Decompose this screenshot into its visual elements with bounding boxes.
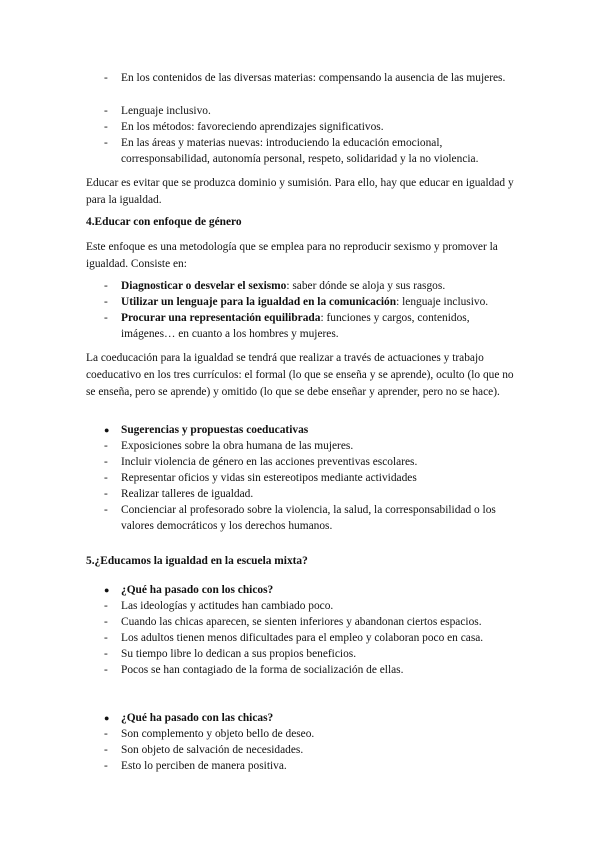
list-item-text: Exposiciones sobre la obra humana de las mujeres. <box>121 440 354 452</box>
list-item-bold: Diagnosticar o desvelar el sexismo <box>121 280 287 292</box>
list-item-rest: : funciones y cargos, contenidos, imágenes… en cuanto a los hombres y mujeres. <box>121 312 470 340</box>
dash-marker: - <box>104 632 108 644</box>
bullet-dot: ● <box>104 425 110 435</box>
bullet-dot: ● <box>104 713 110 723</box>
list-item <box>104 502 524 534</box>
dash-marker: - <box>104 600 108 612</box>
list-item <box>104 135 524 167</box>
bullet-heading-text: ¿Qué ha pasado con las chicas? <box>121 712 274 724</box>
list-item <box>104 438 524 454</box>
dash-marker: - <box>104 760 108 772</box>
list-item <box>104 726 524 742</box>
list-item <box>104 454 524 470</box>
list-item <box>104 614 524 630</box>
list-item <box>104 70 524 86</box>
list-item <box>104 646 524 662</box>
list-item-bold: Procurar una representación equilibrada <box>121 312 321 324</box>
dash-marker: - <box>104 137 108 149</box>
list-item-text: Pocos se han contagiado de la forma de socialización de ellas. <box>121 664 404 676</box>
list-item <box>104 598 524 614</box>
list-item <box>104 103 524 119</box>
list-item-text: En los contenidos de las diversas materias: compensando la ausencia de las mujeres. <box>121 72 506 84</box>
list-item-text: En las áreas y materias nuevas: introduciendo la educación emocional, corresponsabilidad, autonomía personal, respeto, solidaridad y la no violencia. <box>121 137 479 165</box>
list-item-text: Realizar talleres de igualdad. <box>121 488 254 500</box>
dash-marker: - <box>104 312 108 324</box>
dash-marker: - <box>104 648 108 660</box>
dash-marker: - <box>104 72 108 84</box>
dash-marker: - <box>104 616 108 628</box>
list-item-text: Cuando las chicas aparecen, se sienten inferiores y abandonan ciertos espacios. <box>121 616 482 628</box>
bullet-heading <box>104 710 524 726</box>
list-item-text: Son objeto de salvación de necesidades. <box>121 744 304 756</box>
list-item <box>104 662 524 678</box>
dash-marker: - <box>104 488 108 500</box>
bullet-heading-text: Sugerencias y propuestas coeducativas <box>121 424 309 436</box>
list-item-rest: : saber dónde se aloja y sus rasgos. <box>286 280 446 292</box>
dash-marker: - <box>104 105 108 117</box>
dash-marker: - <box>104 456 108 468</box>
paragraph-educar: Educar es evitar que se produzca dominio y sumisión. Para ello, hay que educar en igualdad y para la igualdad. <box>86 177 514 206</box>
list-item <box>104 278 524 294</box>
dash-marker: - <box>104 121 108 133</box>
list-item-text <box>121 310 524 342</box>
list-item <box>104 742 524 758</box>
paragraph-coeducacion: La coeducación para la igualdad se tendrá que realizar a través de actuaciones y trabajo coeducativo en los tres currículos: el formal (lo que se enseña y se aprende), oculto (lo que no se enseña, pero se aprende) y omitido (lo que se debe enseñar y aprender, pero no se hace). <box>86 352 514 398</box>
list-item-text: Representar oficios y vidas sin estereotipos mediante actividades <box>121 472 417 484</box>
heading-section-5: 5.¿Educamos la igualdad en la escuela mixta? <box>86 555 308 567</box>
list-item <box>104 486 524 502</box>
dash-marker: - <box>104 280 108 292</box>
dash-marker: - <box>104 664 108 676</box>
dash-marker: - <box>104 504 108 516</box>
list-item-text: En los métodos: favoreciendo aprendizajes significativos. <box>121 121 384 133</box>
dash-marker: - <box>104 472 108 484</box>
list-item <box>104 294 524 310</box>
bullet-heading-text: ¿Qué ha pasado con los chicos? <box>121 584 274 596</box>
list-item-text: Son complemento y objeto bello de deseo. <box>121 728 315 740</box>
list-item-text: Incluir violencia de género en las acciones preventivas escolares. <box>121 456 418 468</box>
list-item-text: Concienciar al profesorado sobre la violencia, la salud, la corresponsabilidad o los valores democráticos y los derechos humanos. <box>121 504 496 532</box>
list-item-text <box>121 278 524 294</box>
bullet-heading <box>104 422 524 438</box>
list-item-text: Los adultos tienen menos dificultades para el empleo y colaboran poco en casa. <box>121 632 484 644</box>
dash-marker: - <box>104 744 108 756</box>
list-item-rest: : lenguaje inclusivo. <box>396 296 489 308</box>
list-item-text: Esto lo perciben de manera positiva. <box>121 760 287 772</box>
list-item-text: Las ideologías y actitudes han cambiado poco. <box>121 600 334 612</box>
bullet-heading <box>104 582 524 598</box>
bullet-dot: ● <box>104 585 110 595</box>
list-item-text <box>121 294 524 310</box>
list-item-text: Su tiempo libre lo dedican a sus propios beneficios. <box>121 648 357 660</box>
list-item <box>104 758 524 774</box>
list-item <box>104 470 524 486</box>
list-item <box>104 119 524 135</box>
dash-marker: - <box>104 296 108 308</box>
dash-marker: - <box>104 440 108 452</box>
list-item-bold: Utilizar un lenguaje para la igualdad en la comunicación <box>121 296 397 308</box>
heading-section-4: 4.Educar con enfoque de género <box>86 216 242 228</box>
paragraph-enfoque: Este enfoque es una metodología que se emplea para no reproducir sexismo y promover la igualdad. Consiste en: <box>86 241 498 270</box>
list-item <box>104 310 524 342</box>
dash-marker: - <box>104 728 108 740</box>
list-item-text: Lenguaje inclusivo. <box>121 105 211 117</box>
list-item <box>104 630 524 646</box>
